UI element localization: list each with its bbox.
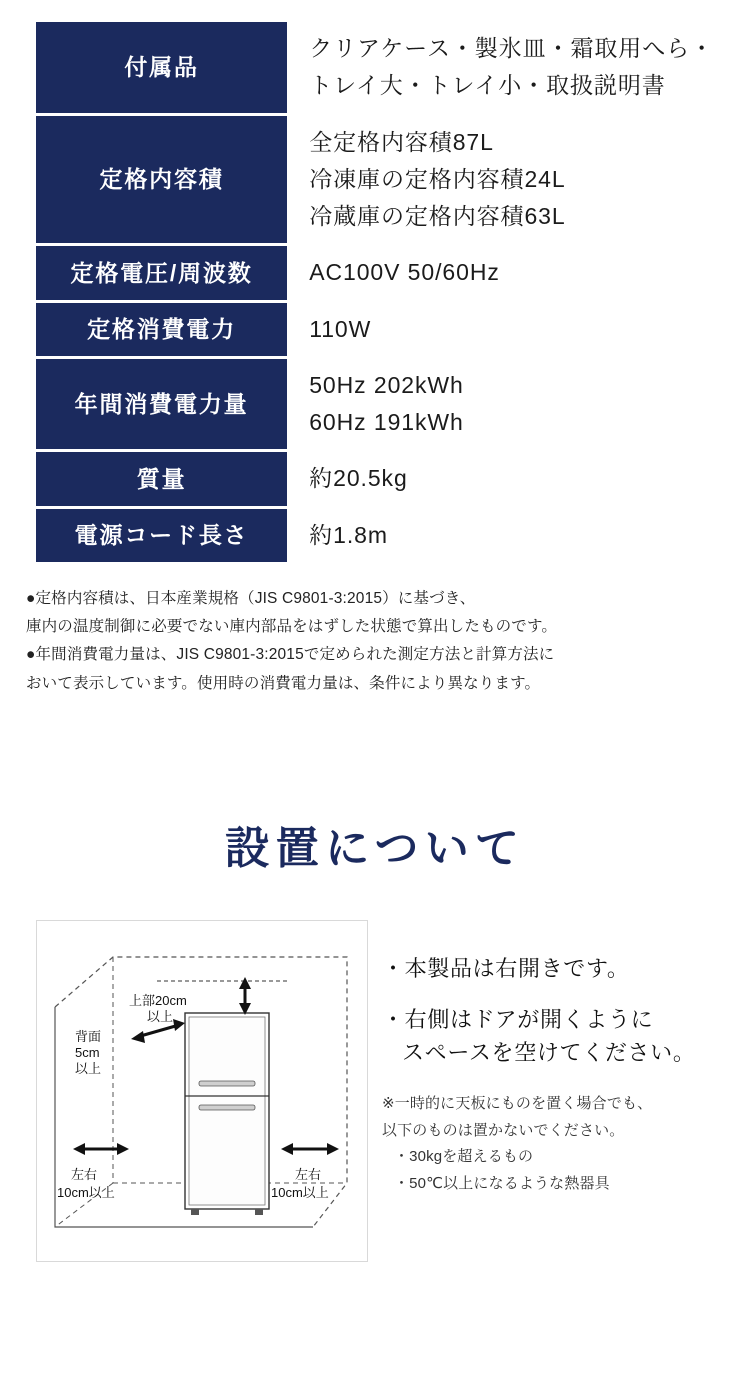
spec-label-capacity: 定格内容積 [36, 114, 287, 245]
spec-value-line: 冷凍庫の定格内容積24L [309, 165, 566, 192]
install-note-sub: ・50℃以上になるような熱器具 [394, 1175, 610, 1193]
diagram-label-left-2: 10cm以上 [57, 1185, 115, 1200]
clearance-diagram-svg [37, 921, 365, 1259]
spec-value-line: 60Hz 191kWh [309, 409, 464, 435]
footnote-line: おいて表示しています。使用時の消費電力量は、条件により異なります。 [26, 674, 541, 692]
spec-value-line: 50Hz 202kWh [309, 371, 464, 398]
diagram-label-right: 左右 [295, 1167, 322, 1182]
spec-value-line: 約20.5kg [309, 465, 408, 492]
install-bullet-2 [382, 1003, 732, 1069]
spec-label-accessories: 付属品 [36, 22, 287, 114]
installation-clearance-diagram [36, 920, 368, 1262]
footnote-line: ●定格内容積は、日本産業規格（JIS C9801-3:2015）に基づき、 [26, 590, 476, 607]
table-row [36, 114, 714, 245]
specification-table [36, 22, 714, 565]
spec-value-annual-power [287, 357, 714, 451]
spec-value-voltage [287, 245, 714, 301]
spec-value-line: 冷蔵庫の定格内容積63L [309, 203, 566, 229]
diagram-label-right-2: 10cm以上 [271, 1185, 329, 1200]
install-bullet-2-main: ・右側はドアが開くように [382, 1007, 654, 1032]
install-bullet-1-main: ・本製品は右開きです。 [382, 956, 630, 981]
spec-value-line: トレイ大・トレイ小・取扱説明書 [309, 72, 666, 99]
spec-value-capacity [287, 114, 714, 245]
install-note-sub: ・30kgを超えるもの [394, 1148, 534, 1166]
table-row [36, 451, 714, 507]
spec-value-cord-length [287, 507, 714, 563]
spec-value-line: 約1.8m [309, 521, 388, 548]
section-heading-installation: 設置について [224, 824, 526, 873]
spec-value-line: 全定格内容積87L [309, 128, 494, 155]
table-row [36, 357, 714, 451]
diagram-label-top-2: 以上 [147, 1009, 174, 1024]
install-bullet-2-indent: スペースを空けてください。 [402, 1040, 696, 1065]
spec-value-weight [287, 451, 714, 507]
table-row [36, 507, 714, 563]
table-row [36, 22, 714, 114]
install-bullet-1 [382, 952, 732, 985]
install-note-line: 以下のものは置かないでください。 [382, 1121, 625, 1139]
installation-instructions [382, 952, 732, 1198]
spec-label-weight: 質量 [36, 451, 287, 507]
table-row [36, 301, 714, 357]
spec-value-line: 110W [309, 315, 372, 342]
diagram-label-back: 背面 [75, 1029, 102, 1044]
spec-label-voltage: 定格電圧/周波数 [36, 245, 287, 301]
diagram-label-top: 上部20cm [129, 993, 187, 1008]
spec-value-power [287, 301, 714, 357]
diagram-label-left: 左右 [71, 1167, 98, 1182]
diagram-label-back-2: 5cm [75, 1045, 100, 1060]
spec-value-line: クリアケース・製氷皿・霜取用へら・ [309, 35, 714, 61]
table-row [36, 245, 714, 301]
spec-value-line: AC100V 50/60Hz [309, 259, 500, 286]
footnote-line: 庫内の温度制御に必要でない庫内部品をはずした状態で算出したものです。 [26, 618, 558, 636]
footnote-line: ●年間消費電力量は、JIS C9801-3:2015で定められた測定方法と計算方法に [26, 646, 555, 664]
spec-label-cord-length: 電源コード長さ [36, 507, 287, 563]
install-note-line: ※一時的に天板にものを置く場合でも、 [382, 1095, 653, 1112]
spec-label-power: 定格消費電力 [36, 301, 287, 357]
diagram-label-back-3: 以上 [75, 1061, 102, 1076]
spec-label-annual-power: 年間消費電力量 [36, 357, 287, 451]
spec-footnotes [26, 585, 726, 698]
spec-value-accessories [287, 22, 714, 114]
install-caution-note [382, 1091, 732, 1198]
